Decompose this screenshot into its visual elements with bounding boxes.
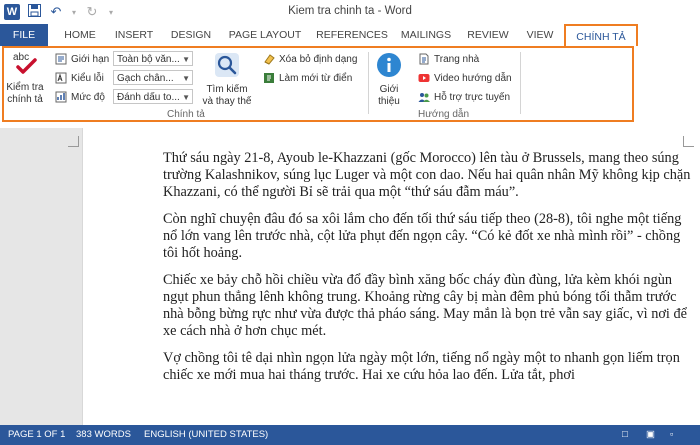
customize-icon[interactable]: ▾ — [108, 7, 113, 17]
video-guide-link[interactable] — [418, 72, 512, 84]
language-status[interactable]: ENGLISH (UNITED STATES) — [144, 429, 269, 440]
find-replace-label-1: Tìm kiếm — [206, 84, 248, 95]
spell-check-icon-text: abc — [13, 52, 30, 63]
refresh-dictionary-button[interactable] — [263, 72, 352, 84]
error-type-dropdown[interactable] — [113, 70, 193, 85]
spell-check-label-1: Kiểm tra — [6, 82, 44, 93]
margin-corner-mark — [68, 136, 79, 147]
intro-button[interactable] — [372, 52, 406, 108]
spell-check-button[interactable] — [4, 50, 46, 106]
title-bar — [0, 0, 700, 25]
limit-icon — [55, 53, 67, 65]
paragraph[interactable]: Chiếc xe bảy chỗ hồi chiều vừa đổ đầy bình xăng bốc cháy đùn đùng, lửa kèm khói ngùn ngụt phun thẳng lênh không trung. Khoảng rừng cây bị màn đêm phủ bóng tối thẫm trước nhà bỗng bừng rực như vừa được thả pháo sáng. May mắn là bọn trẻ vẫn say giấc, vì nơi để xe cách nhà ở hơn chục mét. — [163, 272, 687, 339]
error-type-row — [55, 72, 104, 84]
spell-check-label-2: chính tả — [7, 94, 43, 105]
error-type-label: Kiểu lỗi — [71, 72, 104, 84]
people-icon — [418, 91, 430, 103]
tab-chinh-ta[interactable]: CHÍNH TẢ — [564, 24, 638, 46]
limit-label: Giới hạn — [71, 53, 110, 65]
search-icon — [199, 52, 255, 82]
group-separator — [520, 52, 521, 114]
intro-label-1: Giới — [379, 84, 399, 95]
undo-icon[interactable]: ↶ — [50, 4, 62, 19]
chevron-down-icon[interactable]: ▾ — [71, 7, 76, 17]
find-replace-label-2: và thay thế — [202, 96, 252, 107]
intro-label-2: thiệu — [378, 96, 400, 107]
page-count[interactable]: PAGE 1 OF 1 — [8, 429, 66, 440]
clear-format-label: Xóa bỏ định dạng — [279, 53, 358, 65]
ribbon-tabs — [0, 24, 700, 46]
limit-row — [55, 53, 109, 65]
error-type-dropdown-value: Gạch chân... — [117, 73, 174, 84]
homepage-label: Trang nhà — [434, 53, 480, 65]
tab-insert[interactable]: INSERT — [114, 29, 154, 41]
margin-corner-mark — [683, 136, 694, 147]
tab-design[interactable]: DESIGN — [170, 29, 212, 41]
chevron-down-icon: ▼ — [182, 55, 190, 64]
group-label-chinh-ta: Chính tả — [167, 109, 205, 120]
group-separator — [368, 52, 369, 114]
clear-format-button[interactable] — [263, 53, 357, 65]
group-label-huong-dan: Hướng dẫn — [418, 109, 470, 120]
limit-dropdown[interactable] — [113, 51, 193, 66]
word-count[interactable]: 383 WORDS — [76, 429, 131, 440]
spell-check-icon — [4, 50, 46, 80]
find-replace-button[interactable] — [199, 52, 255, 108]
tab-mailings[interactable]: MAILINGS — [400, 29, 452, 41]
info-icon — [372, 52, 406, 82]
document-icon — [418, 53, 430, 65]
document-area[interactable] — [0, 128, 700, 425]
chevron-down-icon: ▼ — [182, 93, 190, 102]
tab-references[interactable]: REFERENCES — [316, 29, 388, 41]
tab-review[interactable]: REVIEW — [467, 29, 509, 41]
read-mode-icon[interactable]: □ — [622, 429, 628, 440]
word-logo-icon: W — [4, 4, 20, 20]
eraser-icon — [263, 53, 275, 65]
document-body[interactable] — [163, 150, 693, 394]
error-type-icon — [55, 72, 67, 84]
paragraph[interactable]: Thứ sáu ngày 21-8, Ayoub le-Khazzani (gốc Morocco) lên tàu ở Brussels, mang theo súng trường Kalashnikov, súng lục Luger và một con dao. Nếu hai quân nhân Mỹ không kịp chặn Khazzani, có thể người Bỉ sẽ trải qua một “thứ sáu đẫm máu”. — [163, 150, 691, 200]
level-dropdown[interactable] — [113, 89, 193, 104]
tab-view[interactable]: VIEW — [526, 29, 554, 41]
level-dropdown-value: Đánh dấu to... — [117, 92, 180, 103]
homepage-link[interactable] — [418, 53, 479, 65]
paragraph[interactable]: Còn nghĩ chuyện đâu đó sa xôi lắm cho đến tối thứ sáu tiếp theo (28-8), tôi nghe một tiếng nổ lớn vang lên trước nhà, cột lửa phụt đến ngọn cây. “Có kẻ đốt xe nhà mình rồi” - chồng tôi hốt hoảng. — [163, 211, 682, 261]
tab-home[interactable]: HOME — [64, 29, 96, 41]
level-icon — [55, 91, 67, 103]
print-layout-icon[interactable]: ▣ — [646, 429, 655, 440]
redo-icon[interactable]: ↻ — [86, 4, 98, 19]
online-support-label: Hỗ trợ trực tuyến — [434, 91, 511, 103]
video-guide-label: Video hướng dẫn — [434, 72, 512, 84]
tab-file[interactable]: FILE — [0, 24, 48, 46]
ribbon — [0, 46, 700, 129]
level-label: Mức độ — [71, 91, 105, 103]
web-layout-icon[interactable]: ▫ — [670, 429, 674, 440]
youtube-icon — [418, 72, 430, 84]
limit-dropdown-value: Toàn bộ văn... — [117, 54, 180, 65]
online-support-link[interactable] — [418, 91, 510, 103]
window-title: Kiem tra chinh ta - Word — [288, 5, 412, 17]
level-row — [55, 91, 105, 103]
tab-page-layout[interactable]: PAGE LAYOUT — [228, 29, 302, 41]
chevron-down-icon: ▼ — [182, 74, 190, 83]
dictionary-icon — [263, 72, 275, 84]
refresh-dictionary-label: Làm mới từ điển — [279, 72, 353, 84]
status-bar — [0, 425, 700, 445]
paragraph[interactable]: Vợ chồng tôi tê dại nhìn ngọn lửa ngày một lớn, tiếng nổ ngày một to nhanh gọn liếm trọn chiếc xe mới mua hai tháng trước. Hai xe cứu hỏa lao đến. Lửa tắt, phơi — [163, 350, 680, 383]
